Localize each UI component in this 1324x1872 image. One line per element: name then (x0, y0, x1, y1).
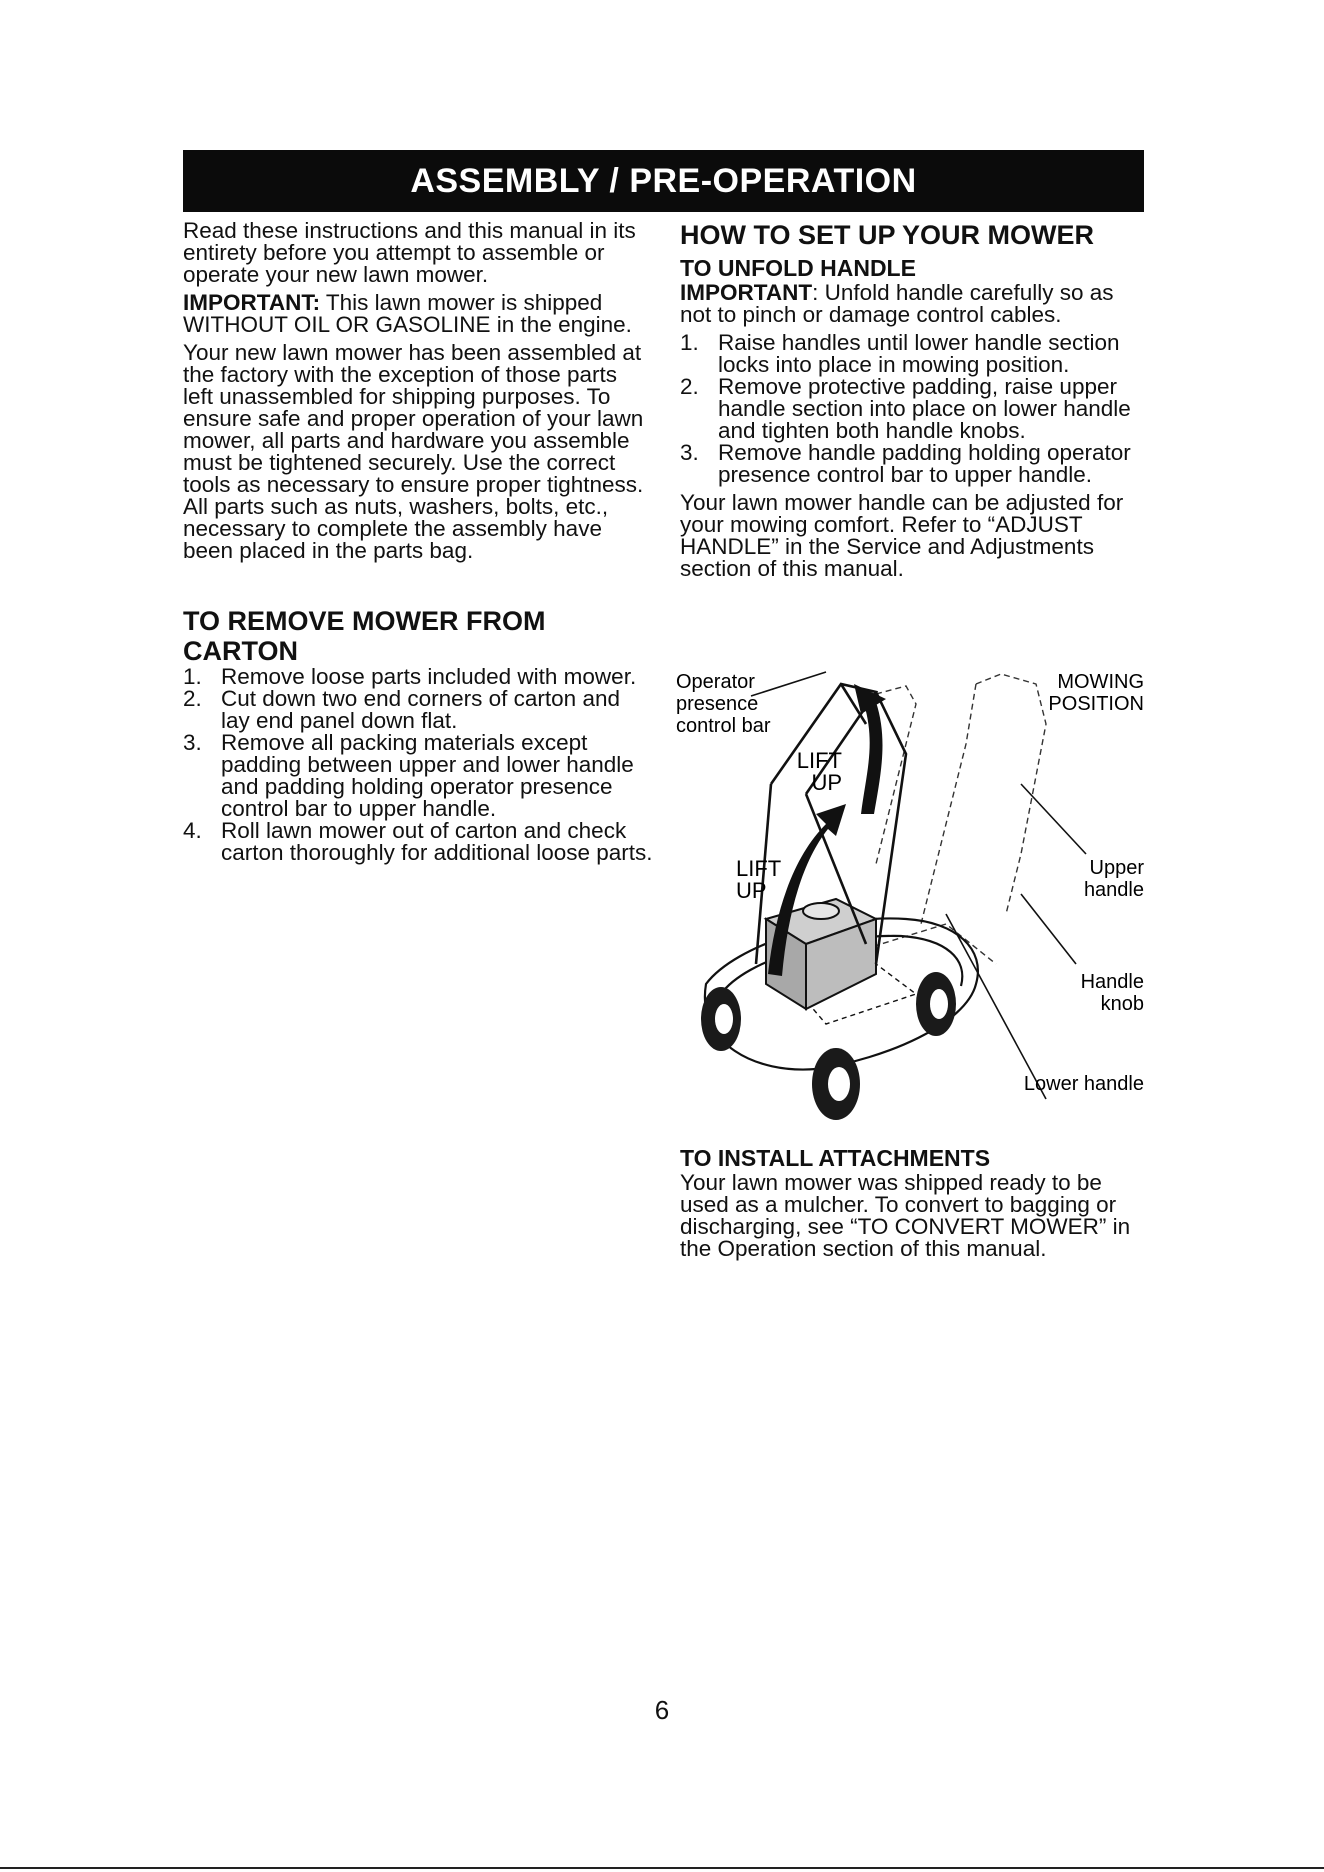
remove-steps (183, 666, 653, 864)
attach-heading: TO INSTALL ATTACHMENTS (680, 1145, 991, 1171)
list-item: 2. Cut down two end corners of carton and lay end panel down flat. (183, 686, 620, 733)
unfold-heading: TO UNFOLD HANDLE (680, 255, 916, 281)
operator-label: control bar (676, 715, 771, 737)
handle-knob-label: knob (1100, 993, 1144, 1015)
list-item: 2. Remove protective padding, raise upper handle section into place on lower handle and tighten both handle knobs. (680, 374, 1131, 443)
list-item: 1. Raise handles until lower handle section locks into place in mowing position. (680, 330, 1120, 377)
important-label: IMPORTANT (680, 280, 813, 305)
operator-label: Operator (676, 671, 755, 693)
intro-paragraph: Read these instructions and this manual in its entirety before you attempt to assemble or operate your new lawn mower. (183, 218, 636, 287)
bottom-rule (0, 1867, 1324, 1869)
lift-up-label: LIFT (796, 748, 842, 773)
operator-label: presence (676, 693, 759, 715)
lift-up-label: UP (811, 770, 842, 795)
unfold-steps (680, 332, 1150, 486)
banner-title: ASSEMBLY / PRE-OPERATION (410, 161, 917, 200)
section-banner (183, 150, 1144, 212)
attach-paragraph: Your lawn mower was shipped ready to be used as a mulcher. To convert to bagging or discharging, see “TO CONVERT MOWER” in the Operation section of this manual. (680, 1170, 1131, 1261)
lift-up-label: LIFT (736, 856, 782, 881)
leader-lines (751, 672, 1086, 1099)
handle-knob-label: Handle (1080, 971, 1144, 993)
important-text: This lawn mower is shipped WITHOUT OIL OR GASOLINE in the engine. (183, 290, 632, 337)
mower-handle-figure (676, 664, 1146, 1124)
lift-up-label: UP (736, 878, 767, 903)
lower-handle-label: Lower handle (1023, 1073, 1144, 1095)
important-label: IMPORTANT: (183, 290, 321, 315)
attachments-section (680, 1144, 1150, 1266)
upper-handle-label: Upper (1089, 857, 1144, 879)
left-column (183, 220, 653, 870)
right-column (680, 220, 1150, 586)
mowing-position-label: MOWING (1057, 671, 1144, 693)
upper-handle-label: handle (1083, 879, 1144, 901)
list-item: 1. Remove loose parts included with mower. (183, 664, 637, 689)
list-item: 4. Roll lawn mower out of carton and check carton thoroughly for additional loose parts. (183, 818, 653, 865)
adjust-paragraph: Your lawn mower handle can be adjusted for your mowing comfort. Refer to “ADJUST HANDLE” in the Service and Adjustments section of this manual. (680, 490, 1124, 581)
assembly-paragraph: Your new lawn mower has been assembled at the factory with the exception of those parts left unassembled for shipping purposes. To ensure safe and proper operation of your lawn mower, all parts and hardware you assemble must be tightened securely. Use the correct tools as necessary to ensure proper tightness. All parts such as nuts, washers, bolts, etc., necessary to complete the assembly have been placed in the parts bag. (183, 340, 644, 563)
important-text: : Unfold handle carefully so as not to pinch or damage control cables. (680, 280, 1114, 327)
list-item: 3. Remove handle padding holding operator presence control bar to upper handle. (680, 440, 1131, 487)
unfold-important (680, 282, 1150, 326)
mowing-position-label: POSITION (1048, 693, 1144, 715)
important-note (183, 292, 653, 336)
list-item: 3. Remove all packing materials except padding between upper and lower handle and padding holding operator presence control bar to upper handle. (183, 730, 634, 821)
page-number: 6 (654, 1695, 670, 1725)
remove-heading: TO REMOVE MOWER FROM CARTON (183, 606, 546, 666)
setup-heading: HOW TO SET UP YOUR MOWER (680, 220, 1095, 250)
